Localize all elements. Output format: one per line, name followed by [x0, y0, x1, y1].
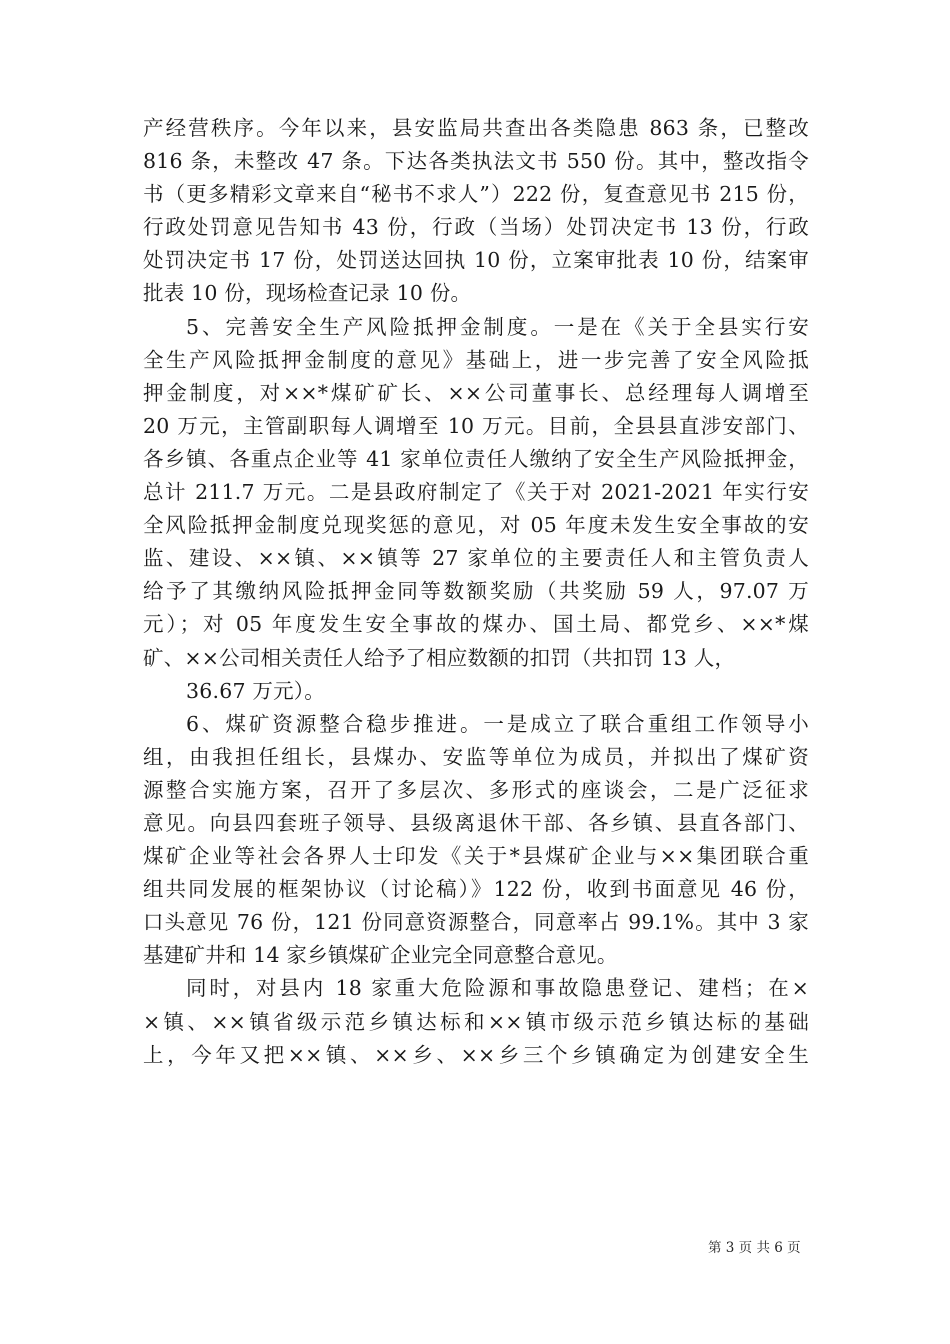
- text-line: 书（更多精彩文章来自“秘书不求人”）222 份，复查意见书 215 份，: [143, 182, 809, 207]
- text-line: 处罚决定书 17 份，处罚送达回执 10 份，立案审批表 10 份，结案审: [143, 248, 809, 273]
- text-line: 口头意见 76 份，121 份同意资源整合，同意率占 99.1%。其中 3 家: [143, 910, 809, 935]
- text-line: 矿、××公司相关责任人给予了相应数额的扣罚（共扣罚 13 人，: [143, 645, 736, 670]
- text-line: 煤矿企业等社会各界人士印发《关于*县煤矿企业与××集团联合重: [143, 844, 809, 869]
- text-line: 各乡镇、各重点企业等 41 家单位责任人缴纳了安全生产风险抵押金，: [143, 446, 809, 471]
- text-line: 基建矿井和 14 家乡镇煤矿企业完全同意整合意见。: [143, 943, 618, 968]
- text-line: 元）；对 05 年度发生安全事故的煤办、国土局、都党乡、××*煤: [143, 612, 809, 637]
- text-line: 总计 211.7 万元。二是县政府制定了《关于对 2021-2021 年实行安: [143, 480, 809, 505]
- text-line: 20 万元，主管副职每人调增至 10 万元。目前，全县县直涉安部门、: [143, 413, 809, 438]
- text-line: 产经营秩序。今年以来，县安监局共查出各类隐患 863 条，已整改: [143, 116, 809, 140]
- text-line: 意见。向县四套班子领导、县级离退休干部、各乡镇、县直各部门、: [143, 810, 809, 835]
- text-line: ×镇、××镇省级示范乡镇达标和××镇市级示范乡镇达标的基础: [143, 1009, 809, 1034]
- text-line: 监、建设、××镇、××镇等 27 家单位的主要责任人和主管负责人: [143, 546, 809, 571]
- page-number-footer: 第 3 页 共 6 页: [708, 1240, 801, 1256]
- text-line: 组共同发展的框架协议（讨论稿）》122 份，收到书面意见 46 份，: [143, 877, 809, 902]
- text-line: 5、完善安全生产风险抵押金制度。一是在《关于全县实行安: [186, 314, 809, 339]
- text-line: 行政处罚意见告知书 43 份，行政（当场）处罚决定书 13 份，行政: [143, 215, 809, 240]
- text-line: 同时，对县内 18 家重大危险源和事故隐患登记、建档；在×: [186, 976, 809, 1001]
- text-line: 全风险抵押金制度兑现奖惩的意见，对 05 年度未发生安全事故的安: [143, 513, 809, 538]
- text-line: 36.67 万元）。: [186, 678, 325, 703]
- text-line: 批表 10 份，现场检查记录 10 份。: [143, 281, 472, 306]
- text-line: 6、煤矿资源整合稳步推进。一是成立了联合重组工作领导小: [186, 711, 809, 736]
- text-line: 全生产风险抵押金制度的意见》基础上，进一步完善了安全风险抵: [143, 347, 809, 372]
- document-body: [143, 112, 809, 1072]
- text-line: 给予了其缴纳风险抵押金同等数额奖励（共奖励 59 人，97.07 万: [143, 579, 809, 604]
- text-line: 组，由我担任组长，县煤办、安监等单位为成员，并拟出了煤矿资: [143, 744, 809, 769]
- text-line: 上，今年又把××镇、××乡、××乡三个乡镇确定为创建安全生: [143, 1042, 809, 1067]
- text-line: 源整合实施方案，召开了多层次、多形式的座谈会，二是广泛征求: [143, 777, 809, 802]
- text-line: 押金制度，对××*煤矿矿长、××公司董事长、总经理每人调增至: [143, 380, 809, 405]
- text-line: 816 条，未整改 47 条。下达各类执法文书 550 份。其中，整改指令: [143, 149, 809, 174]
